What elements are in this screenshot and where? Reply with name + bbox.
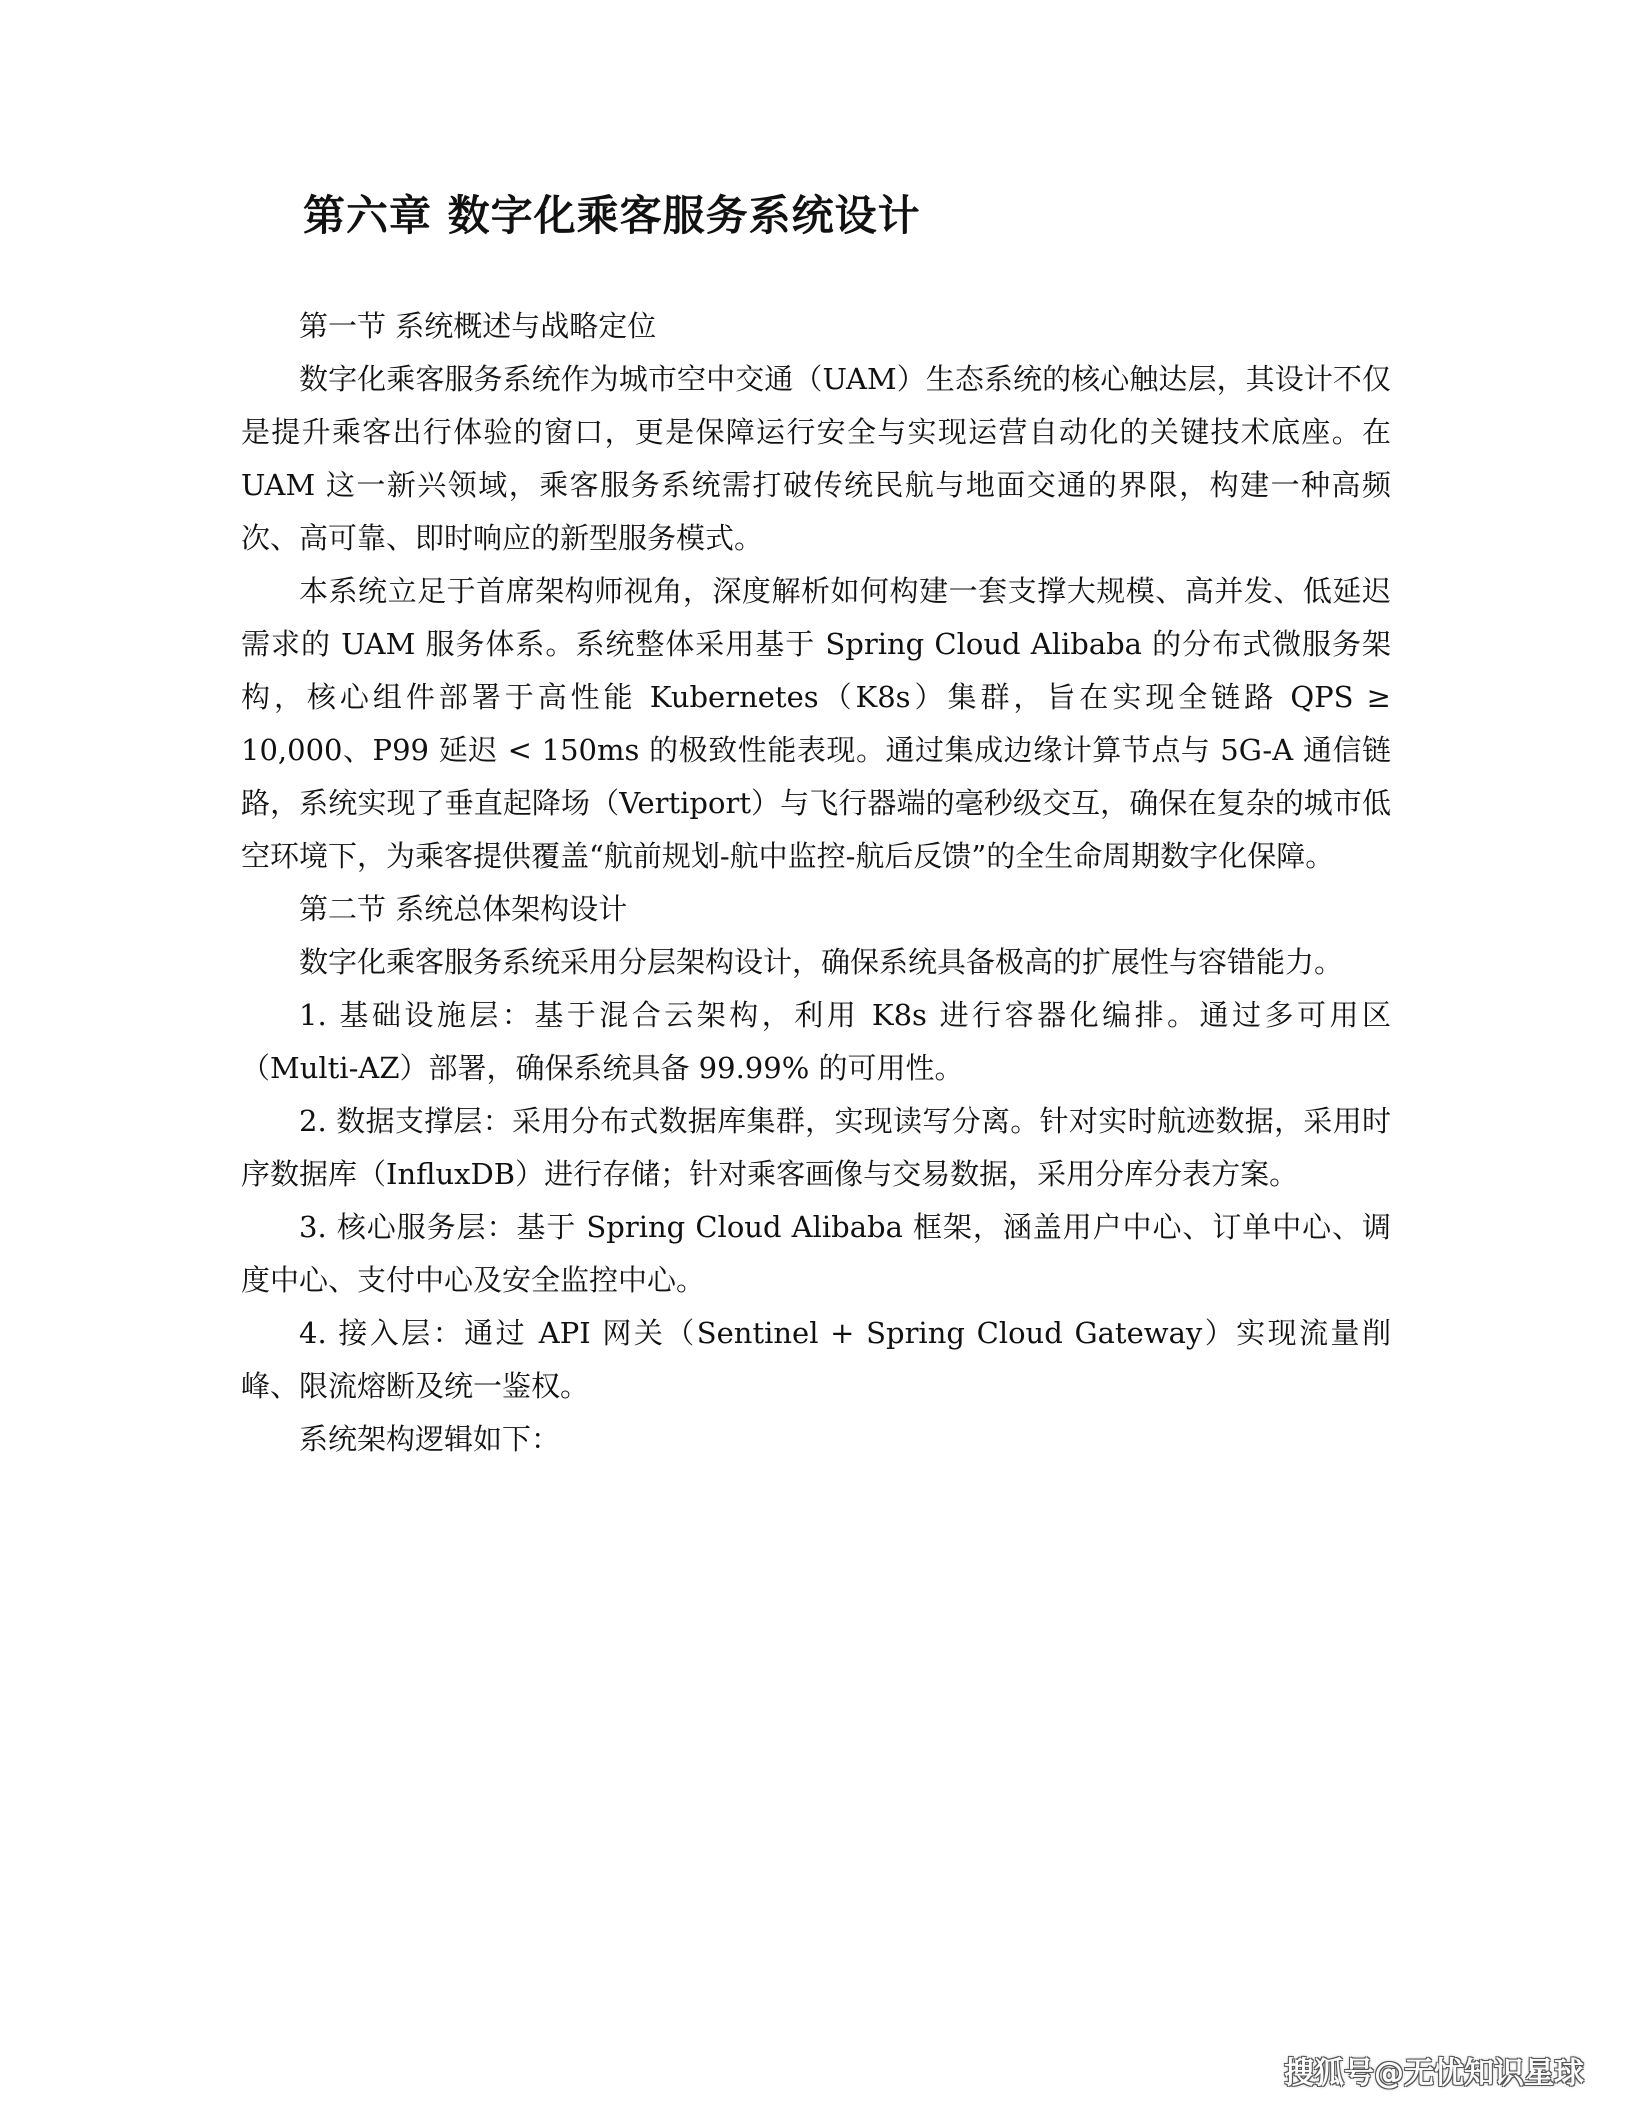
paragraph-architecture-intro: 数字化乘客服务系统采用分层架构设计，确保系统具备极高的扩展性与容错能力。 bbox=[299, 945, 1344, 979]
paragraph-overview-2: 本系统立足于首席架构师视角，深度解析如何构建一套支撑大规模、高并发、低延迟需求的 UAM 服务体系。系统整体采用基于 Spring Cloud Alibaba 的分布式微服务架构，核心组件部署于高性能 Kubernetes（K8s）集群，旨在实现全链路 QPS ≥ 10,000、P99 延迟 < 150ms 的极致性能表现。通过集成边缘计算节点与 5G-A 通信链路，系统实现了垂直起降场（Vertiport）与飞行器端的毫秒级交互，确保在复杂的城市低空环境下，为乘客提供覆盖“航前规划-航中监控-航后反馈”的全生命周期数字化保障。 bbox=[241, 574, 1391, 873]
watermark: 搜狐号@无忧知识星球 bbox=[1284, 2056, 1584, 2091]
section-heading-1: 第一节 系统概述与战略定位 bbox=[299, 309, 657, 343]
list-item-access-layer: 4. 接入层：通过 API 网关（Sentinel + Spring Cloud Gateway）实现流量削峰、限流熔断及统一鉴权。 bbox=[241, 1316, 1391, 1403]
paragraph-architecture-logic: 系统架构逻辑如下： bbox=[299, 1422, 561, 1456]
list-item-data-layer: 2. 数据支撑层：采用分布式数据库集群，实现读写分离。针对实时航迹数据，采用时序数据库（InfluxDB）进行存储；针对乘客画像与交易数据，采用分库分表方案。 bbox=[241, 1104, 1391, 1191]
list-item-core-service-layer: 3. 核心服务层：基于 Spring Cloud Alibaba 框架，涵盖用户中心、订单中心、调度中心、支付中心及安全监控中心。 bbox=[241, 1210, 1391, 1297]
paragraph-overview-1: 数字化乘客服务系统作为城市空中交通（UAM）生态系统的核心触达层，其设计不仅是提升乘客出行体验的窗口，更是保障运行安全与实现运营自动化的关键技术底座。在 UAM 这一新兴领域，乘客服务系统需打破传统民航与地面交通的界限，构建一种高频次、高可靠、即时响应的新型服务模式。 bbox=[241, 362, 1391, 555]
section-heading-2: 第二节 系统总体架构设计 bbox=[299, 892, 628, 926]
chapter-title: 第六章 数字化乘客服务系统设计 bbox=[303, 191, 921, 240]
list-item-infrastructure-layer: 1. 基础设施层：基于混合云架构，利用 K8s 进行容器化编排。通过多可用区（Multi-AZ）部署，确保系统具备 99.99% 的可用性。 bbox=[241, 998, 1391, 1085]
document-body bbox=[241, 300, 1391, 1466]
